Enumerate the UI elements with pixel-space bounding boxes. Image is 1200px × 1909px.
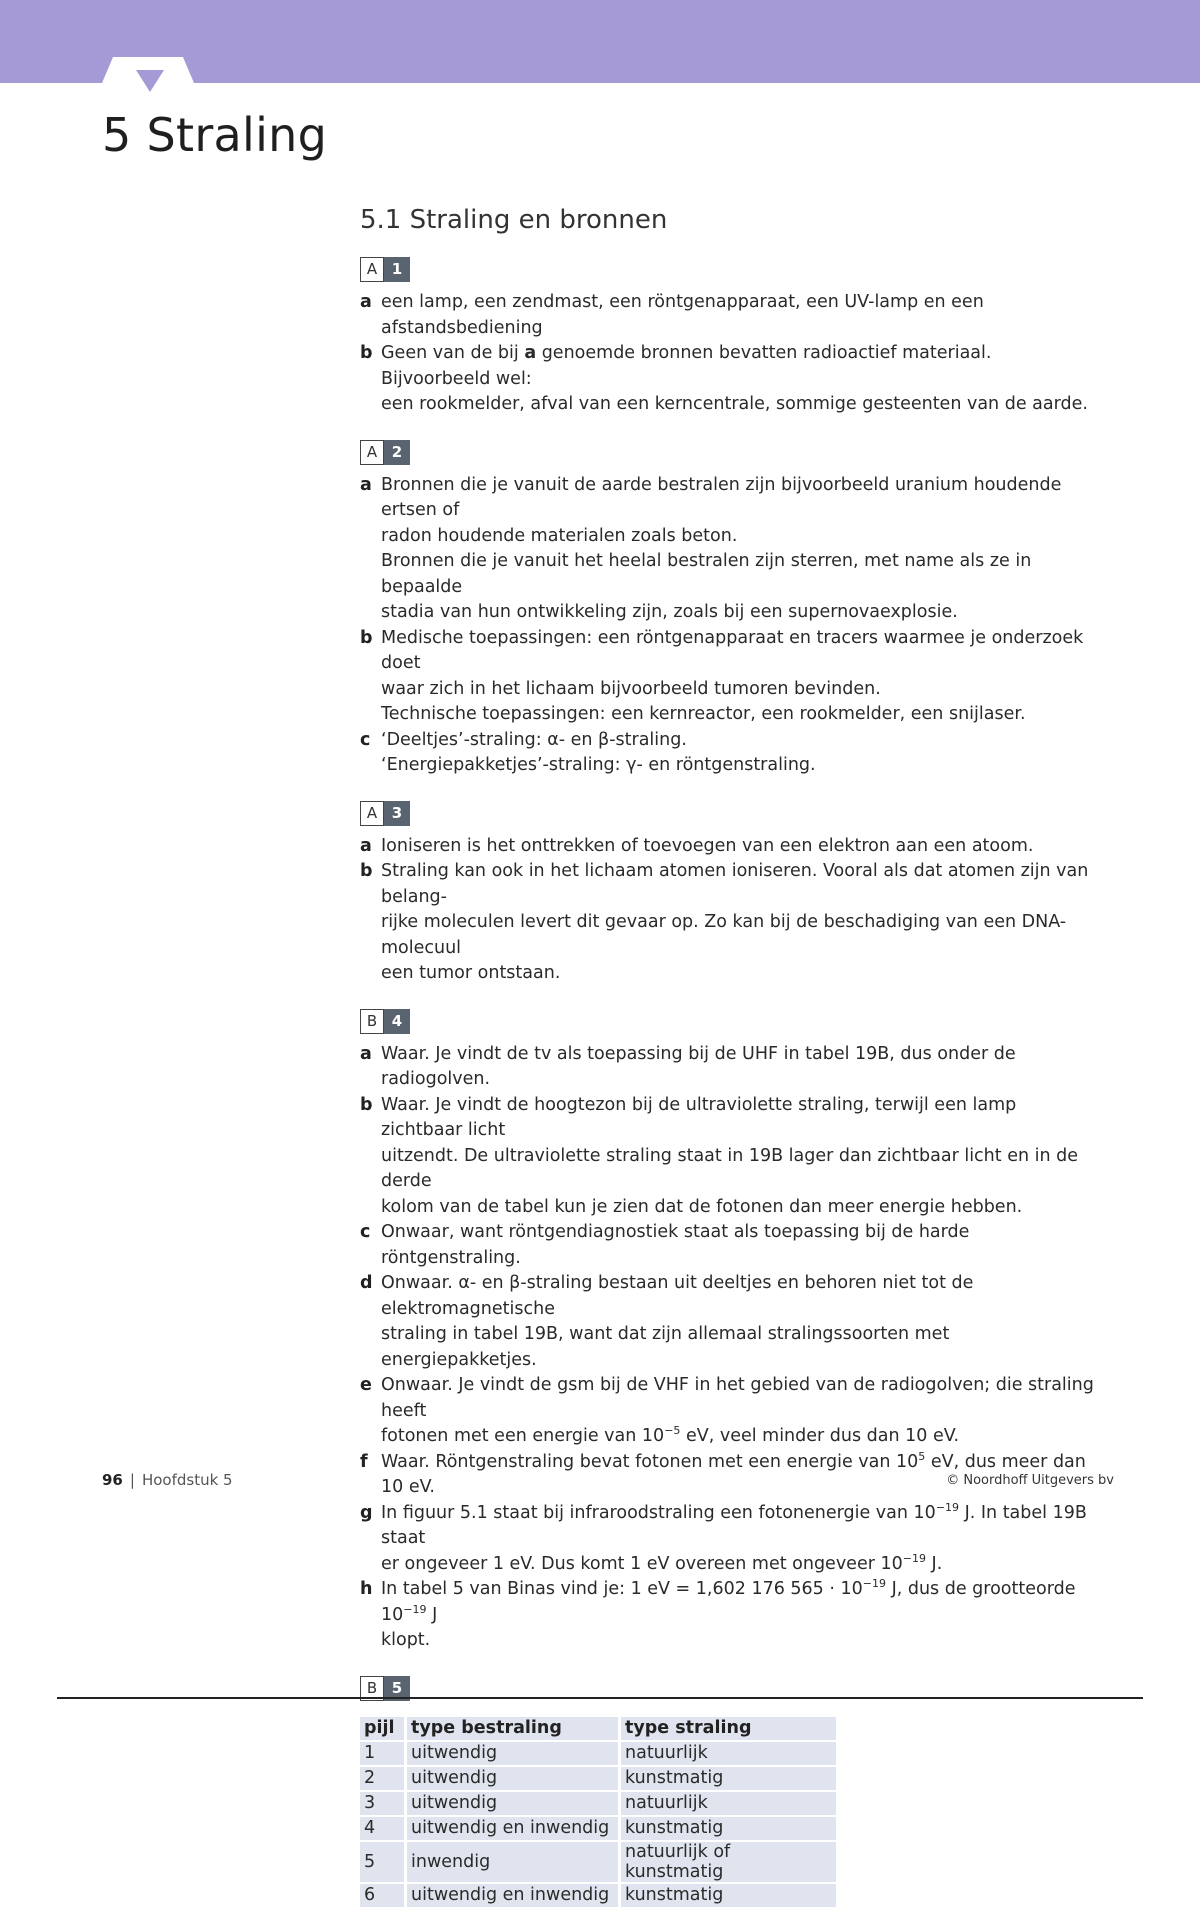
table-header-row: [360, 1717, 836, 1740]
answers-q3: a Ioniseren is het onttrekken of toevoegen van een elektron aan een atoom. b Straling kan ook in het lichaam atomen ioniseren. Vooral als dat atomen zijn van belang- rijke moleculen levert dit gevaar op. Zo kan bij de beschadiging van een DNA-molecuul een tumor ontstaan.: [360, 834, 1100, 987]
table-row: 1 uitwendig natuurlijk: [360, 1742, 836, 1765]
table-row: 4 uitwendig en inwendig kunstmatig: [360, 1817, 836, 1840]
answer-a: a een lamp, een zendmast, een röntgenapparaat, een UV-lamp en een afstandsbediening: [360, 292, 984, 338]
answer-a: a Bronnen die je vanuit de aarde bestralen zijn bijvoorbeeld uranium houdende ertsen of: [360, 474, 1062, 520]
question-number: 1: [384, 257, 410, 282]
answer-g: g In figuur 5.1 staat bij infraroodstraling een fotonenergie van $10^{-19}$ J. In tabel 19B staat: [360, 1500, 1087, 1548]
table-row: 6 uitwendig en inwendig kunstmatig: [360, 1884, 836, 1907]
chapter-title: 5 Straling: [102, 108, 328, 162]
question-label-2: [360, 440, 1100, 465]
page-number: 96: [102, 1471, 123, 1489]
answer-e: e Onwaar. Je vindt de gsm bij de VHF in het gebied van de radiogolven; die straling heeft: [360, 1375, 1094, 1421]
answer-a: a Waar. Je vindt de tv als toepassing bij de UHF in tabel 19B, dus onder de radiogolven.: [360, 1043, 1016, 1089]
answer-f: f Waar. Röntgenstraling bevat fotonen met een energie van $10^5$ eV, dus meer dan 10 eV.: [360, 1449, 1086, 1497]
triangle-down-icon: [136, 70, 164, 92]
question-level: A: [360, 801, 384, 826]
page-footer: [102, 1471, 233, 1489]
column-header: type straling: [621, 1717, 836, 1740]
table-row: 3 uitwendig natuurlijk: [360, 1792, 836, 1815]
answer-d: d Onwaar. α- en β-straling bestaan uit deeltjes en behoren niet tot de elektromagnetische: [360, 1273, 974, 1319]
footer-chapter: Hoofdstuk 5: [141, 1471, 233, 1489]
column-header: pijl: [360, 1717, 404, 1740]
radiation-table: [357, 1715, 839, 1909]
question-number: 3: [384, 801, 410, 826]
answers-q1: a een lamp, een zendmast, een röntgenapparaat, een UV-lamp en een afstandsbediening b Geen van de bij a genoemde bronnen bevatten radioactief materiaal. Bijvoorbeeld wel: een rookmelder, afval van een kerncentrale, sommige gesteenten van de aarde.: [360, 290, 1100, 418]
answers-q2: a Bronnen die je vanuit de aarde bestralen zijn bijvoorbeeld uranium houdende ertsen of radon houdende materialen zoals beton. Bronnen die je vanuit het heelal bestralen zijn sterren, met name als ze in bepaalde stadia van hun ontwikkeling zijn, zoals bij een supernovaexplosie. b Medische toepassingen: een röntgenapparaat en tracers waarmee je onderzoek doet waar zich in het lichaam bijvoorbeeld tumoren bevinden. Technische toepassingen: een kernreactor, een rookmelder, een snijlaser. c ‘Deeltjes’-straling: α- en β-straling. ‘Energiepakketjes’-straling: γ- en röntgenstraling.: [360, 473, 1100, 779]
footer-separator: |: [129, 1471, 135, 1489]
answer-b: b Straling kan ook in het lichaam atomen ioniseren. Vooral als dat atomen zijn van belang-: [360, 861, 1089, 907]
answer-b: b Geen van de bij a genoemde bronnen bevatten radioactief materiaal. Bijvoorbeeld wel:: [360, 343, 992, 389]
answers-content: [360, 205, 1100, 1909]
question-label-1: [360, 257, 1100, 282]
question-label-4: [360, 1009, 1100, 1034]
question-level: A: [360, 440, 384, 465]
question-level: B: [360, 1009, 384, 1034]
bottom-rule: [57, 1697, 1143, 1699]
column-header: type bestraling: [407, 1717, 618, 1740]
question-level: A: [360, 257, 384, 282]
answer-h: h In tabel 5 van Binas vind je: 1 eV = 1,602 176 $565 \cdot 10^{-19}$ J, dus de grootteorde $10^{-19}$ J: [360, 1577, 1076, 1625]
answer-a: a Ioniseren is het onttrekken of toevoegen van een elektron aan een atoom.: [360, 835, 1034, 856]
question-number: 2: [384, 440, 410, 465]
question-number: 4: [384, 1009, 410, 1034]
table-row: 2 uitwendig kunstmatig: [360, 1767, 836, 1790]
answers-q4: a Waar. Je vindt de tv als toepassing bij de UHF in tabel 19B, dus onder de radiogolven. b Waar. Je vindt de hoogtezon bij de ultraviolette straling, terwijl een lamp zichtbaar licht uitzendt. De ultraviolette straling staat in 19B lager dan zichtbaar licht en in de derde kolom van de tabel kun je zien dat de fotonen dan meer energie hebben. c Onwaar, want röntgendiagnostiek staat als toepassing bij de harde röntgenstraling. d Onwaar. α- en β-straling bestaan uit deeltjes en behoren niet tot de elektromagnetische straling in tabel 19B, want dat zijn allemaal stralingssoorten met energiepakketjes. e Onwaar. Je vindt de gsm bij de VHF in het gebied van de radiogolven; die straling heeft fotonen met een energie van $10^{-5}$ eV, veel minder dus dan 10 eV. f Waar. Röntgenstraling bevat fotonen met een energie van $10^5$ eV, dus meer dan 10 eV. g In figuur 5.1 staat bij infraroodstraling een fotonenergie van $10^{-19}$ J. In tabel 19B staat er ongeveer 1 eV. Dus komt 1 eV overeen met ongeveer $10^{-19}$ J. h In tabel 5 van Binas vind je: 1 eV = 1,602 176 $565 \cdot 10^{-19}$ J, dus de grootteorde $10^{-19}$ J klopt.: [360, 1042, 1100, 1654]
answer-b: b Waar. Je vindt de hoogtezon bij de ultraviolette straling, terwijl een lamp zichtbaar licht: [360, 1094, 1017, 1140]
copyright: © Noordhoff Uitgevers bv: [946, 1473, 1114, 1488]
answer-c: c Onwaar, want röntgendiagnostiek staat als toepassing bij de harde röntgenstraling.: [360, 1222, 970, 1268]
question-label-3: [360, 801, 1100, 826]
section-title: 5.1 Straling en bronnen: [360, 205, 668, 235]
table-row: 5 inwendig natuurlijk of kunstmatig: [360, 1842, 836, 1882]
answer-b: b Medische toepassingen: een röntgenapparaat en tracers waarmee je onderzoek doet: [360, 627, 1084, 673]
answer-c: c ‘Deeltjes’-straling: α- en β-straling.: [360, 729, 687, 750]
question-level: B: [360, 1676, 384, 1701]
question-number: 5: [384, 1676, 410, 1701]
